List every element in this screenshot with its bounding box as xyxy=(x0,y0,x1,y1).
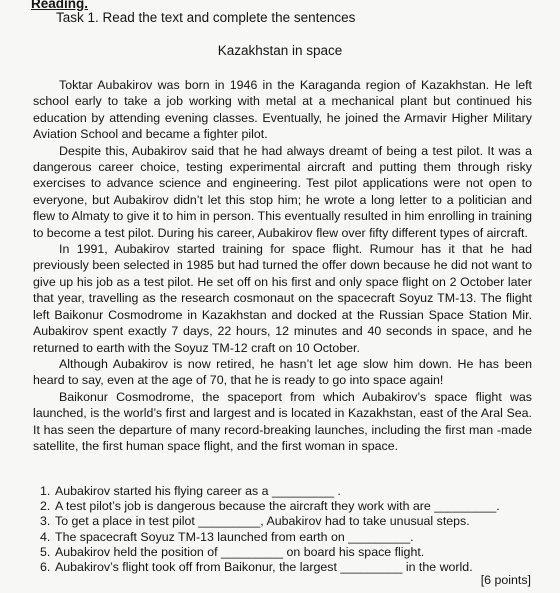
question-list xyxy=(40,484,535,575)
list-item xyxy=(40,530,535,545)
question-number: 1. xyxy=(40,484,51,498)
article-body xyxy=(33,77,532,454)
question-text: Aubakirov’s flight took off from Baikonur, the largest _________ in the world. xyxy=(55,560,473,575)
question-text: Aubakirov held the position of _________ on board his space flight. xyxy=(55,544,425,559)
question-number: 4. xyxy=(40,529,51,544)
question-number: 3. xyxy=(40,514,51,529)
question-text: To get a place in test pilot _________, Aubakirov had to take unusual steps. xyxy=(55,514,470,529)
section-label: Reading. xyxy=(31,0,89,11)
list-item xyxy=(40,545,535,560)
list-item xyxy=(40,484,535,499)
list-item xyxy=(40,499,535,514)
question-number: 6. xyxy=(40,560,51,575)
list-item xyxy=(40,514,535,529)
paragraph-4: Although Aubakirov is now retired, he hasn’t let age slow him down. He has been heard to say, even at the age of 70, that he is ready to go into space again! xyxy=(33,356,532,388)
question-text: Aubakirov started his flying career as a _________ . xyxy=(55,484,341,498)
list-item xyxy=(40,560,535,575)
points-label: [6 points] xyxy=(480,573,531,587)
task-title: Task 1. Read the text and complete the sentences xyxy=(56,10,356,25)
paragraph-2: Despite this, Aubakirov said that he had always dreamt of being a test pilot. It was a dangerous career choice, testing experimental aircraft and putting them through risky exercises to advance science and engineering. Test pilot applications were not open to everyone, but Aubakirov didn’t let this stop him; he wrote a long letter to a politician and flew to Almaty to give it to him in person. This eventually resulted in him enrolling in training to become a test pilot. During his career, Aubakirov flew over fifty different types of aircraft. xyxy=(33,143,532,240)
question-number: 5. xyxy=(40,544,51,559)
question-number: 2. xyxy=(40,499,51,514)
paragraph-5: Baikonur Cosmodrome, the spaceport from which Aubakirov’s space flight was launched, is the world’s first and largest and is located in Kazakhstan, east of the Aral Sea. It has seen the departure of many record-breaking launches, including the first man -made satellite, the first human space flight, and the first woman in space. xyxy=(33,389,532,453)
question-text: The spacecraft Soyuz TM-13 launched from earth on _________. xyxy=(55,529,414,544)
question-text: A test pilot’s job is dangerous because the aircraft they work with are _________. xyxy=(55,499,500,514)
paragraph-1: Toktar Aubakirov was born in 1946 in the Karaganda region of Kazakhstan. He left school early to take a job working with metal at a mechanical plant but continued his education by attending evening classes. Eventually, he joined the Armavir Higher Military Aviation School and became a fighter pilot. xyxy=(33,78,532,142)
paragraph-3: In 1991, Aubakirov started training for space flight. Rumour has it that he had previously been selected in 1985 but had turned the offer down because he did not want to give up his job as a test pilot. He set off on his first and only space flight on 2 October later that year, travelling as the research cosmonaut on the spacecraft Soyuz TM-13. The flight left Baikonur Cosmodrome in Kazakhstan and docked at the Russian Space Station Mir. Aubakirov spent exactly 7 days, 22 hours, 12 minutes and 40 seconds in space, and he returned to earth with the Soyuz TM-12 craft on 10 October. xyxy=(33,242,532,355)
article-title: Kazakhstan in space xyxy=(217,43,343,58)
